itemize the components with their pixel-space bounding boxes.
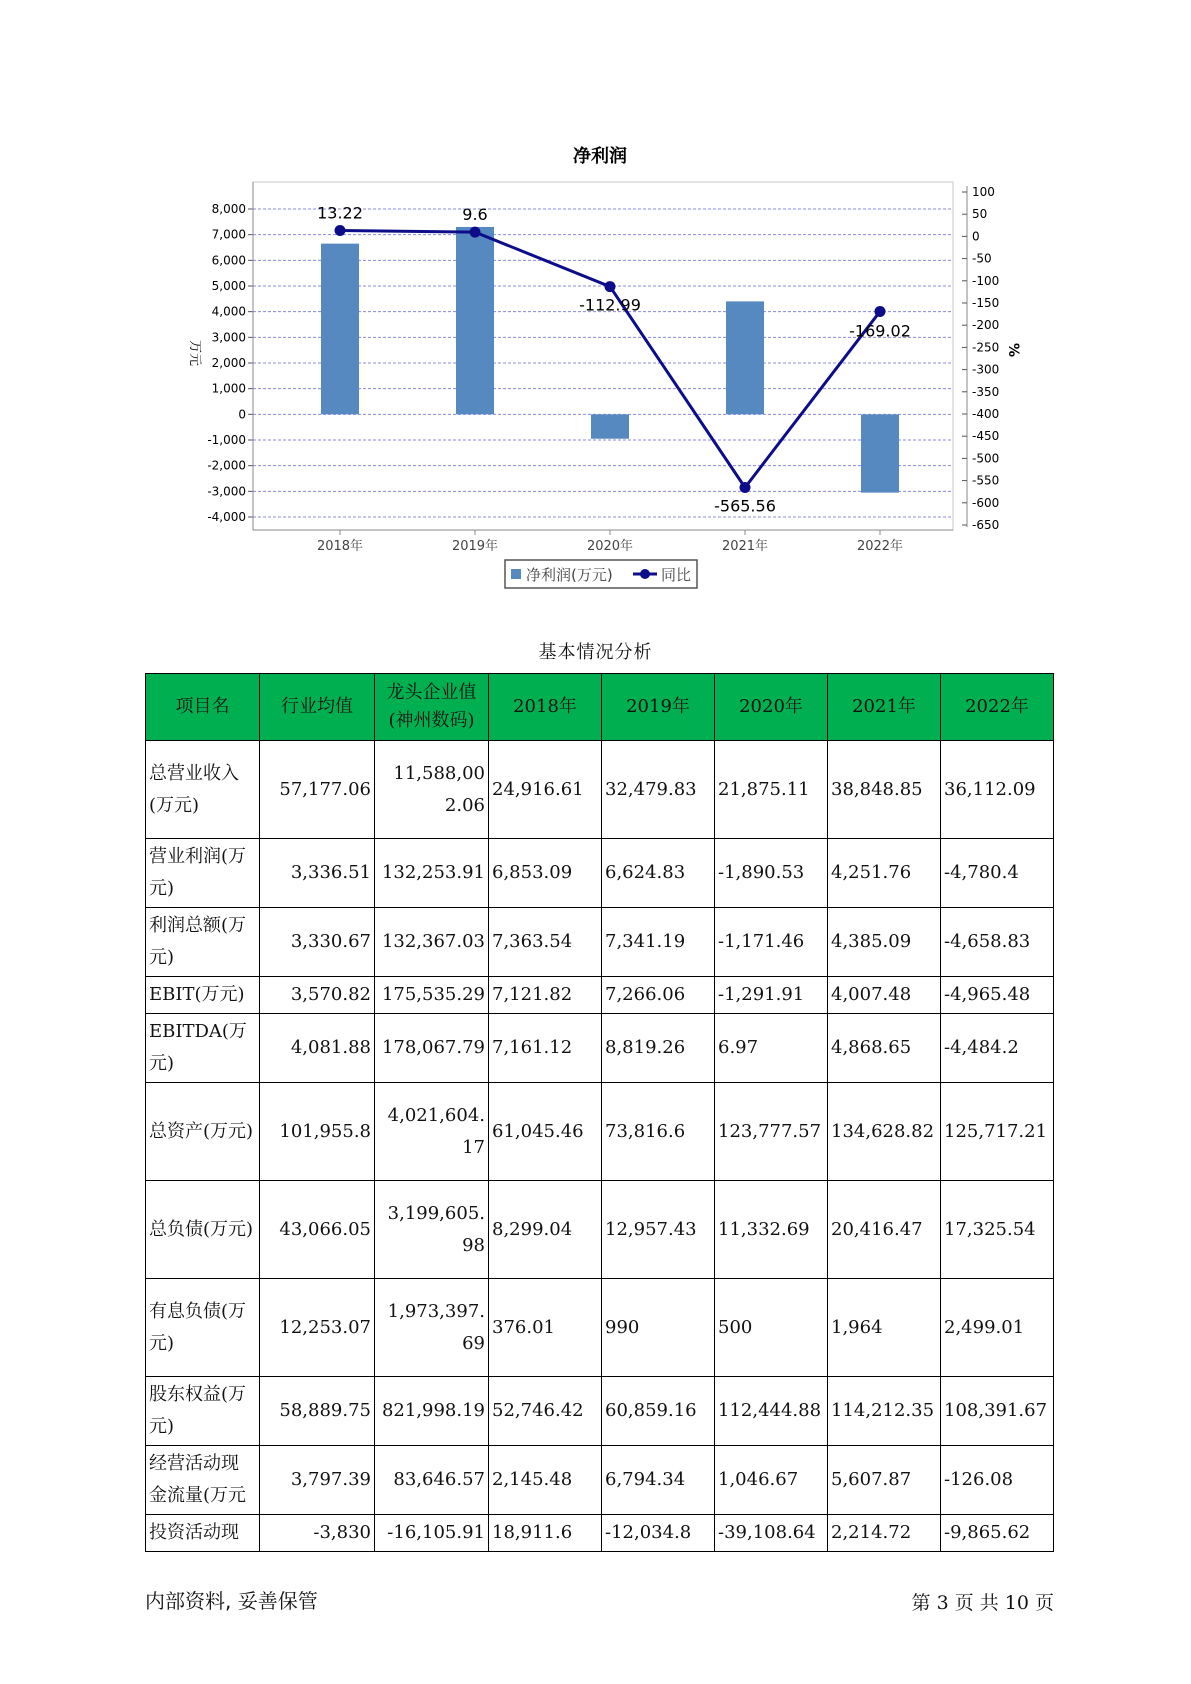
- table-cell: 6,853.09: [489, 839, 602, 908]
- yoy-point: [740, 482, 751, 493]
- table-cell: 1,046.67: [715, 1446, 828, 1515]
- y-right-tick-label: -300: [972, 362, 1000, 377]
- table-header-cell: 龙头企业值(神州数码): [375, 674, 489, 741]
- table-cell: 134,628.82: [828, 1083, 941, 1181]
- table-row: [146, 1377, 1054, 1446]
- y-left-tick-label: 1,000: [211, 381, 246, 396]
- table-row: [146, 1515, 1054, 1552]
- y-left-tick-label: -1,000: [207, 433, 246, 447]
- table-cell: 2,499.01: [941, 1279, 1054, 1377]
- table-cell: 8,819.26: [602, 1014, 715, 1083]
- table-cell: 12,253.07: [260, 1279, 375, 1377]
- table-cell: 4,021,604.17: [375, 1083, 489, 1181]
- y-left-tick-label: 8,000: [211, 202, 246, 216]
- table-cell: 83,646.57: [375, 1446, 489, 1515]
- row-label-cell: EBITDA(万元): [146, 1014, 260, 1083]
- row-label-cell: 股东权益(万元): [146, 1377, 260, 1446]
- yoy-line: [340, 231, 880, 488]
- y-left-tick-label: -4,000: [207, 510, 246, 524]
- table-header-cell: 2022年: [941, 674, 1054, 741]
- table-header-row: [146, 674, 1054, 741]
- legend-line-marker: [640, 569, 650, 579]
- basic-analysis-table: [145, 673, 1054, 1552]
- row-label-cell: EBIT(万元): [146, 977, 260, 1014]
- footer-page-number: 第 3 页 共 10 页: [911, 1592, 1054, 1614]
- y-right-tick-label: -150: [972, 296, 1000, 310]
- table-row: [146, 977, 1054, 1014]
- table-cell: -39,108.64: [715, 1515, 828, 1552]
- yoy-point: [335, 225, 346, 236]
- table-cell: 73,816.6: [602, 1083, 715, 1181]
- table-cell: -4,965.48: [941, 977, 1054, 1014]
- table-cell: 8,299.04: [489, 1181, 602, 1279]
- table-row: [146, 1083, 1054, 1181]
- table-cell: 17,325.54: [941, 1181, 1054, 1279]
- table-cell: 7,341.19: [602, 908, 715, 977]
- table-cell: 3,199,605.98: [375, 1181, 489, 1279]
- table-cell: 7,266.06: [602, 977, 715, 1014]
- row-label-cell: 总负债(万元): [146, 1181, 260, 1279]
- yoy-data-label: -112.99: [579, 295, 641, 315]
- table-cell: 57,177.06: [260, 741, 375, 839]
- table-row: [146, 839, 1054, 908]
- table-cell: 3,570.82: [260, 977, 375, 1014]
- table-cell: 21,875.11: [715, 741, 828, 839]
- table-row: [146, 908, 1054, 977]
- y-right-tick-label: -350: [972, 384, 1000, 399]
- table-cell: 2,214.72: [828, 1515, 941, 1552]
- net-profit-bar: [321, 244, 359, 415]
- table-cell: 4,251.76: [828, 839, 941, 908]
- table-cell: 4,007.48: [828, 977, 941, 1014]
- table-cell: 24,916.61: [489, 741, 602, 839]
- y-right-tick-label: -600: [972, 495, 1000, 510]
- yoy-data-label: 13.22: [317, 203, 363, 223]
- row-label-cell: 利润总额(万元): [146, 908, 260, 977]
- table-row: [146, 1446, 1054, 1515]
- table-header-cell: 2018年: [489, 674, 602, 741]
- row-label-cell: 总营业收入(万元): [146, 741, 260, 839]
- table-row: [146, 1279, 1054, 1377]
- y-right-tick-label: -50: [972, 251, 992, 266]
- y-left-tick-label: -3,000: [207, 484, 246, 499]
- net-profit-bar: [456, 227, 494, 414]
- y-right-tick-label: -550: [972, 473, 1000, 488]
- table-cell: 175,535.29: [375, 977, 489, 1014]
- y-right-tick-label: -450: [972, 429, 1000, 444]
- y-right-tick-label: -250: [972, 340, 1000, 355]
- row-label-cell: 总资产(万元): [146, 1083, 260, 1181]
- y-left-tick-label: 3,000: [211, 330, 246, 345]
- table-cell: 4,868.65: [828, 1014, 941, 1083]
- table-cell: 178,067.79: [375, 1014, 489, 1083]
- table-cell: 6.97: [715, 1014, 828, 1083]
- table-cell: 990: [602, 1279, 715, 1377]
- net-profit-chart: [0, 0, 1191, 600]
- chart-title: 净利润: [573, 146, 627, 167]
- yoy-data-label: 9.6: [462, 205, 488, 225]
- table-cell: 114,212.35: [828, 1377, 941, 1446]
- y-right-tick-label: -100: [972, 273, 1000, 288]
- yoy-point: [470, 227, 481, 238]
- table-cell: 4,385.09: [828, 908, 941, 977]
- table-header-cell: 2021年: [828, 674, 941, 741]
- y-left-tick-label: 7,000: [211, 227, 246, 242]
- table-cell: -12,034.8: [602, 1515, 715, 1552]
- x-tick-label: 2020年: [586, 539, 634, 554]
- footer-confidential-note: 内部资料, 妥善保管: [145, 1589, 318, 1613]
- y-axis-left-label: 万元: [187, 339, 202, 367]
- table-cell: -1,291.91: [715, 977, 828, 1014]
- table-cell: 12,957.43: [602, 1181, 715, 1279]
- table-cell: 101,955.8: [260, 1083, 375, 1181]
- table-cell: 123,777.57: [715, 1083, 828, 1181]
- table-cell: -3,830: [260, 1515, 375, 1552]
- table-cell: 821,998.19: [375, 1377, 489, 1446]
- table-cell: 7,363.54: [489, 908, 602, 977]
- table-cell: -9,865.62: [941, 1515, 1054, 1552]
- table-cell: -16,105.91: [375, 1515, 489, 1552]
- yoy-point: [875, 306, 886, 317]
- chart-legend: [505, 560, 697, 588]
- table-cell: 1,964: [828, 1279, 941, 1377]
- y-right-tick-label: 0: [972, 229, 980, 244]
- net-profit-bar: [861, 414, 899, 492]
- y-left-tick-label: 0: [238, 407, 246, 422]
- net-profit-bar: [591, 414, 629, 438]
- yoy-point: [605, 281, 616, 292]
- x-tick-label: 2018年: [316, 539, 364, 554]
- table-caption: 基本情况分析: [538, 642, 653, 663]
- table-cell: -4,658.83: [941, 908, 1054, 977]
- x-tick-label: 2021年: [721, 539, 769, 554]
- table-cell: -4,484.2: [941, 1014, 1054, 1083]
- table-header-cell: 行业均值: [260, 674, 375, 741]
- table-row: [146, 741, 1054, 839]
- y-left-tick-label: -2,000: [207, 458, 246, 473]
- row-label-cell: 有息负债(万元): [146, 1279, 260, 1377]
- x-tick-label: 2019年: [451, 539, 499, 554]
- y-right-tick-label: -200: [972, 318, 1000, 333]
- row-label-cell: 营业利润(万元): [146, 839, 260, 908]
- yoy-data-label: -169.02: [849, 321, 911, 341]
- table-cell: 1,973,397.69: [375, 1279, 489, 1377]
- table-cell: 6,624.83: [602, 839, 715, 908]
- table-cell: 60,859.16: [602, 1377, 715, 1446]
- yoy-data-label: -565.56: [714, 496, 776, 516]
- y-left-tick-label: 6,000: [211, 253, 246, 268]
- table-cell: -1,171.46: [715, 908, 828, 977]
- table-cell: 43,066.05: [260, 1181, 375, 1279]
- table-cell: 500: [715, 1279, 828, 1377]
- table-header-cell: 项目名: [146, 674, 260, 741]
- legend-line-label: 同比: [661, 566, 692, 584]
- table-cell: 7,161.12: [489, 1014, 602, 1083]
- table-cell: 52,746.42: [489, 1377, 602, 1446]
- table-cell: 18,911.6: [489, 1515, 602, 1552]
- table-cell: 3,797.39: [260, 1446, 375, 1515]
- table-cell: -126.08: [941, 1446, 1054, 1515]
- table-cell: 132,253.91: [375, 839, 489, 908]
- table-cell: 7,121.82: [489, 977, 602, 1014]
- y-right-tick-label: 50: [972, 207, 988, 222]
- table-cell: 20,416.47: [828, 1181, 941, 1279]
- table-cell: 132,367.03: [375, 908, 489, 977]
- legend-bar-swatch: [511, 569, 521, 579]
- table-cell: 5,607.87: [828, 1446, 941, 1515]
- table-cell: 376.01: [489, 1279, 602, 1377]
- row-label-cell: 投资活动现: [146, 1515, 260, 1552]
- table-cell: -4,780.4: [941, 839, 1054, 908]
- table-cell: 11,332.69: [715, 1181, 828, 1279]
- y-axis-right-label: %: [1005, 342, 1021, 358]
- table-cell: 38,848.85: [828, 741, 941, 839]
- table-cell: 108,391.67: [941, 1377, 1054, 1446]
- y-right-tick-label: -500: [972, 451, 1000, 466]
- table-cell: -1,890.53: [715, 839, 828, 908]
- net-profit-bar: [726, 301, 764, 414]
- table-row: [146, 1014, 1054, 1083]
- table-header-cell: 2019年: [602, 674, 715, 741]
- table-cell: 125,717.21: [941, 1083, 1054, 1181]
- y-right-tick-label: -400: [972, 407, 1000, 421]
- x-tick-label: 2022年: [856, 539, 904, 554]
- table-cell: 3,336.51: [260, 839, 375, 908]
- table-row: [146, 1181, 1054, 1279]
- table-cell: 11,588,002.06: [375, 741, 489, 839]
- table-cell: 4,081.88: [260, 1014, 375, 1083]
- table-cell: 36,112.09: [941, 741, 1054, 839]
- y-left-tick-label: 4,000: [211, 304, 246, 319]
- row-label-cell: 经营活动现金流量(万元: [146, 1446, 260, 1515]
- table-cell: 61,045.46: [489, 1083, 602, 1181]
- table-header-cell: 2020年: [715, 674, 828, 741]
- table-cell: 3,330.67: [260, 908, 375, 977]
- y-left-tick-label: 2,000: [211, 356, 246, 370]
- y-left-tick-label: 5,000: [211, 279, 246, 293]
- table-cell: 32,479.83: [602, 741, 715, 839]
- table-cell: 2,145.48: [489, 1446, 602, 1515]
- table-cell: 6,794.34: [602, 1446, 715, 1515]
- y-right-tick-label: 100: [972, 185, 995, 199]
- legend-bar-label: 净利润(万元): [526, 566, 613, 584]
- y-right-tick-label: -650: [972, 518, 1000, 532]
- table-cell: 112,444.88: [715, 1377, 828, 1446]
- table-cell: 58,889.75: [260, 1377, 375, 1446]
